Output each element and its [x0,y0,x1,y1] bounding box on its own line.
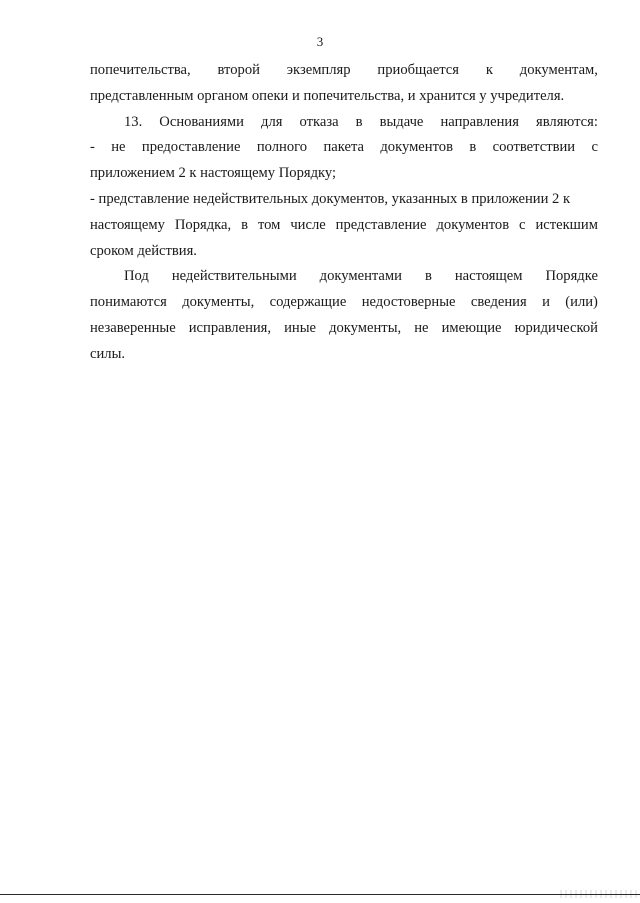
word: настоящем [454,268,523,285]
text-line [90,239,598,265]
word: попечительства, [90,62,191,78]
word: документов [436,216,510,233]
word: представление [335,216,427,233]
word: выдаче [379,113,424,130]
line-text: - представление недействительных документов, указанных в приложении 2 к [90,190,571,207]
text-line [90,316,598,342]
word: недостоверные [361,294,456,311]
word: истекшим [535,216,598,233]
word: исправления, [188,319,272,336]
line-text: приложением 2 к настоящему Порядку; [90,165,337,182]
word: настоящему [90,216,165,233]
document-body [90,58,598,368]
word: в [469,139,477,156]
text-line [90,135,598,161]
word: недействительными [171,268,297,285]
word: Порядке [545,268,598,285]
text-line [90,58,598,84]
word: документы, [329,319,402,336]
word: понимаются [90,294,167,311]
word: отказа [299,113,339,130]
word: незаверенные [90,319,176,336]
page-number: 3 [316,34,324,49]
word: с [591,139,598,156]
word: юридической [514,319,598,336]
text-line [90,290,598,316]
word: сведения [470,294,527,311]
word: Под [124,268,149,285]
word: полного [256,139,308,156]
text-line [90,264,598,290]
line-text: сроком действия. [90,242,197,259]
word: к [485,62,493,78]
word: содержащие [269,294,347,311]
word: не [414,319,429,336]
text-line [90,187,598,213]
word: документами [319,268,402,285]
word: том [257,216,281,233]
word: документов [380,139,453,156]
word: иные [284,319,317,336]
word: направления [440,113,519,130]
word: предоставление [141,139,241,156]
word: числе [290,216,326,233]
word: для [261,113,283,130]
word: не [111,139,126,156]
word: Порядка, [174,216,232,233]
word: - [90,139,95,156]
word: приобщается [377,62,459,78]
text-line [90,342,598,368]
word: и [542,294,550,311]
word: пакета [323,139,364,156]
word: имеющие [441,319,502,336]
line-text: силы. [90,345,126,362]
word: документы, [182,294,255,311]
word: в [424,268,432,285]
word: в [241,216,248,233]
word: документам, [519,62,598,78]
text-line [90,84,598,110]
word: с [519,216,526,233]
word: в [355,113,363,130]
page-bottom-edge [0,894,640,895]
word: соответствии [492,139,576,156]
word: (или) [565,294,598,311]
word: 13. [124,113,143,130]
text-line [90,110,598,136]
word: экземпляр [286,62,351,78]
line-text: представленным органом опеки и попечительства, и хранится у учредителя. [90,87,565,104]
text-line [90,161,598,187]
word: второй [217,62,260,78]
word: являются: [536,113,598,130]
word: Основаниями [159,113,244,130]
text-line [90,213,598,239]
